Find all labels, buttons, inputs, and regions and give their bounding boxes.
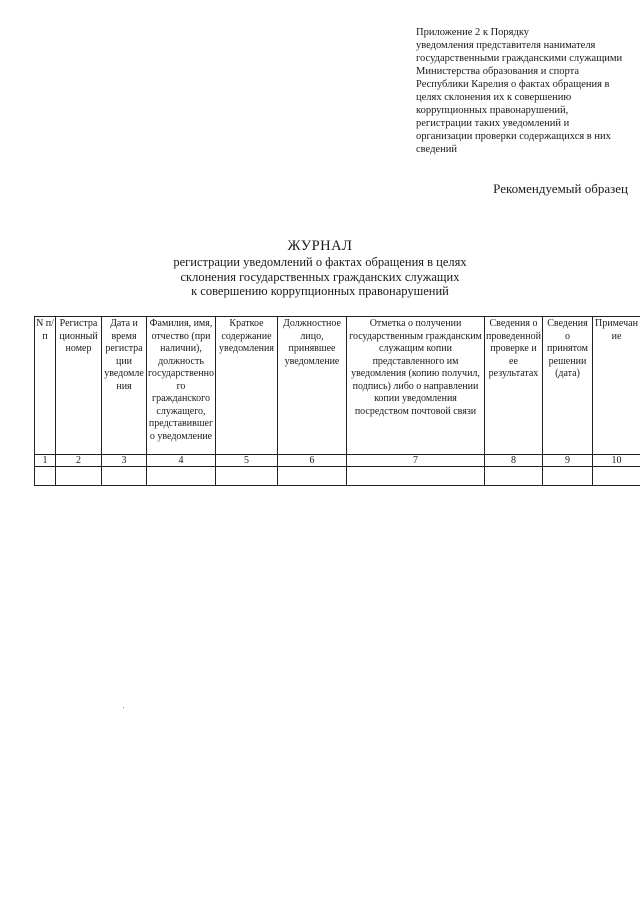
appendix-note (416, 26, 632, 156)
column-number: 6 (278, 455, 347, 467)
document-title (0, 237, 640, 299)
empty-cell (278, 467, 347, 486)
header-row (35, 317, 640, 455)
appendix-line: сведений (416, 144, 457, 155)
journal-table (34, 316, 640, 486)
column-number: 2 (56, 455, 102, 467)
header-cell: Примечание (593, 317, 640, 455)
column-number: 9 (543, 455, 593, 467)
appendix-line: Министерства образования и спорта (416, 66, 579, 77)
appendix-line: Приложение 2 к Порядку (416, 27, 530, 38)
empty-cell (216, 467, 278, 486)
header-cell: Дата и время регистрации уведомления (102, 317, 147, 455)
appendix-line: уведомления представителя нанимателя (416, 40, 596, 51)
column-number: 5 (216, 455, 278, 467)
column-number: 10 (593, 455, 640, 467)
header-cell: Фамилия, имя, отчество (при наличии), должность государственного гражданского служащего, представившего уведомление (147, 317, 216, 455)
column-number: 8 (485, 455, 543, 467)
empty-cell (147, 467, 216, 486)
appendix-line: регистрации таких уведомлений и (416, 118, 570, 129)
empty-data-row (35, 467, 640, 486)
header-cell: Краткое содержание уведомления (216, 317, 278, 455)
sample-label: Рекомендуемый образец (493, 181, 628, 196)
empty-cell (593, 467, 640, 486)
empty-cell (543, 467, 593, 486)
title-line: регистрации уведомлений о фактах обращения в целях (173, 255, 467, 269)
column-number: 7 (347, 455, 485, 467)
title-line: к совершению коррупционных правонарушений (191, 284, 449, 298)
empty-cell (35, 467, 56, 486)
column-number: 1 (35, 455, 56, 467)
header-cell: Отметка о получении государственным гражданским служащим копии представленного им уведомления (копию получил, подпись) либо о направлении копии уведомления посредством почтовой связи (347, 317, 485, 455)
appendix-line: организации проверки содержащихся в них (416, 131, 611, 142)
appendix-line: Республики Карелия о фактах обращения в (416, 79, 610, 90)
header-cell: N п/п (35, 317, 56, 455)
column-number-row (35, 455, 640, 467)
scan-speck (123, 707, 124, 708)
header-cell: Должностное лицо, принявшее уведомление (278, 317, 347, 455)
title-line: склонения государственных гражданских служащих (180, 269, 460, 284)
column-number: 3 (102, 455, 147, 467)
empty-cell (485, 467, 543, 486)
empty-cell (56, 467, 102, 486)
header-cell: Сведения о принятом решении (дата) (543, 317, 593, 455)
header-cell: Регистрационный номер (56, 317, 102, 455)
empty-cell (102, 467, 147, 486)
header-cell: Сведения о проведенной проверке и ее результатах (485, 317, 543, 455)
title-main: ЖУРНАЛ (287, 238, 353, 254)
appendix-line: целях склонения их к совершению (416, 92, 572, 103)
appendix-line: коррупционных правонарушений, (416, 105, 569, 116)
column-number: 4 (147, 455, 216, 467)
empty-cell (347, 467, 485, 486)
appendix-line: государственными гражданскими служащими (416, 53, 623, 64)
